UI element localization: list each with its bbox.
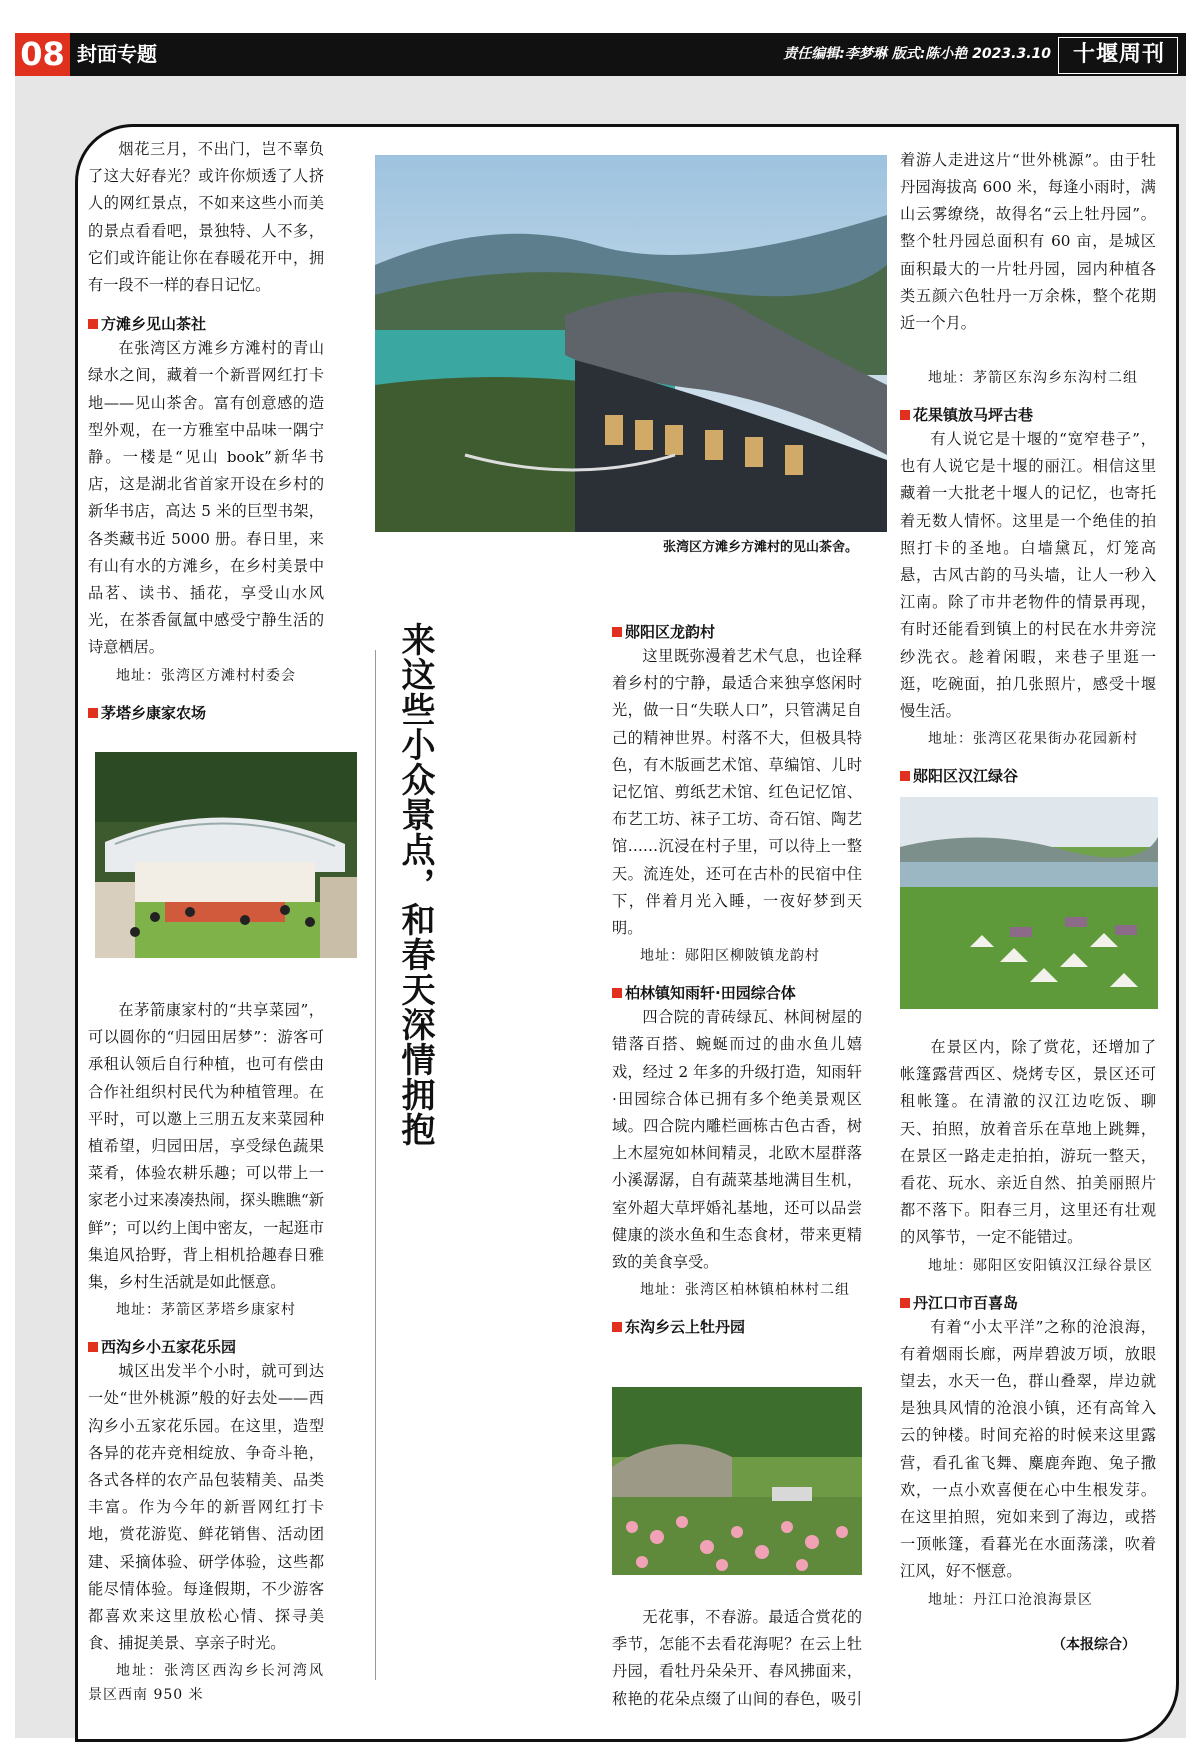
bullet-square-icon xyxy=(612,1322,622,1332)
intro-paragraph: 烟花三月，不出门，岂不辜负了这大好春光？或许你烦透了人挤人的网红景点，不如来这些小而美的景点看看吧，景独特、人不多，它们或许能让你在春暖花开中，拥有一段不一样的春日记忆。 xyxy=(88,140,324,295)
green-valley-photo xyxy=(900,797,1158,1009)
article-address: 地址：郧阳区柳陂镇龙韵村 xyxy=(640,948,820,965)
article-title: 柏林镇知雨轩·田园综合体 xyxy=(612,982,862,1004)
bullet-square-icon xyxy=(88,1342,98,1352)
article-title: 方滩乡见山茶社 xyxy=(88,313,324,335)
bullet-square-icon xyxy=(612,627,622,637)
article-address: 地址：张湾区柏林镇柏林村二组 xyxy=(640,1282,850,1299)
article-body: 无花事，不春游。最适合赏花的季节，怎能不去看花海呢？在云上牡丹园，看牡丹朵朵开、春风拂面来，秾艳的花朵点缀了山间的春色，吸引 xyxy=(612,1608,862,1708)
article-address: 地址：郧阳区安阳镇汉江绿谷景区 xyxy=(928,1257,1153,1274)
column-1-lower xyxy=(88,997,324,1707)
article-body: 四合院的青砖绿瓦、林间树屋的错落百搭、蜿蜒而过的曲水鱼儿嬉戏，经过 2 年多的升级打造，知雨轩·田园综合体已拥有多个绝美景观区域。四合院内雕栏画栋古色古香，树上木屋宛如林间精灵，北欧木屋群落小溪潺潺，自有蔬菜基地满目生机，室外超大草坪婚礼基地，还可以品尝健康的淡水鱼和生态食材，带来更精致的美食享受。 xyxy=(612,1008,862,1272)
brand-logo: 十堰周刊 xyxy=(1072,41,1165,67)
column-3 xyxy=(900,148,1156,787)
article-address: 地址：丹江口沧浪海景区 xyxy=(928,1591,1093,1608)
bullet-square-icon xyxy=(612,988,622,998)
source-note: （本报综合） xyxy=(1052,1636,1136,1653)
article-title: 西沟乡小五家花乐园 xyxy=(88,1336,324,1358)
article-body: 在茅箭康家村的“共享菜园”，可以圆你的“归园田居梦”：游客可承租认领后自行种植，也可有偿由合作社组织村民代为种植管理。在平时，可以邀上三朋五友来菜园种植希望，归园田居，享受绿色蔬果菜肴，体验农耕乐趣；可以带上一家老小过来凑凑热闹，探头瞧瞧“新鲜”；可以约上闺中密友，一起逛市集追风拾野，背上相机拾趣春日雅集，乡村生活就是如此惬意。 xyxy=(88,1001,324,1292)
article-title: 茅塔乡康家农场 xyxy=(88,702,324,724)
editor-credits: 责任编辑:李梦琳 版式:陈小艳 2023.3.10 xyxy=(783,46,1051,62)
page-header xyxy=(15,33,1186,76)
continued-text: 着游人走进这片“世外桃源”。由于牡丹园海拔高 600 米，每逢小雨时，满山云雾缭绕，故得名“云上牡丹园”。整个牡丹园总面积有 60 亩，是城区面积最大的一片牡丹园，园内种植各类五颜六色牡丹一万余株，整个花期近一个月。 xyxy=(900,150,1156,333)
bullet-square-icon xyxy=(900,410,910,420)
page-number: 08 xyxy=(15,33,70,76)
article-title: 丹江口市百喜岛 xyxy=(900,1292,1156,1314)
photo-caption: 张湾区方滩乡方滩村的见山茶舍。 xyxy=(663,540,859,555)
article-title: 东沟乡云上牡丹园 xyxy=(612,1316,862,1338)
bullet-square-icon xyxy=(900,771,910,781)
article-body: 城区出发半个小时，就可到达一处“世外桃源”般的好去处——西沟乡小五家花乐园。在这里，造型各异的花卉竞相绽放、争奇斗艳，各式各样的农产品包装精美、品类丰富。作为今年的新晋网红打卡地，赏花游览、鲜花销售、活动团建、采摘体验、研学体验，这些都能尽情体验。每逢假期，不少游客都喜欢来这里放松心情、探寻美食、捕捉美景、享亲子时光。 xyxy=(88,1362,324,1653)
bullet-square-icon xyxy=(88,708,98,718)
column-divider xyxy=(375,650,376,1680)
article-body: 在景区内，除了赏花，还增加了帐篷露营西区、烧烤专区，景区还可租帐篷。在清澈的汉江边吃饭、聊天、拍照，放着音乐在草地上跳舞，在景区一路走走拍拍，游玩一整天，看花、玩水、亲近自然、拍美丽照片都不落下。阳春三月，这里还有壮观的风筝节，一定不能错过。 xyxy=(900,1038,1156,1247)
article-body: 有人说它是十堰的“宽窄巷子”，也有人说它是十堰的丽江。相信这里藏着一大批老十堰人的记忆，也寄托着无数人情怀。这里是一个绝佳的拍照打卡的圣地。白墙黛瓦，灯笼高悬，古风古韵的马头墙，让人一秒入江南。除了市井老物件的情景再现，有时还能看到镇上的村民在水井旁浣纱洗衣。趁着闲暇，来巷子里逛一逛，吃碗面，拍几张照片，感受十堰慢生活。 xyxy=(900,430,1156,721)
article-title: 花果镇放马坪古巷 xyxy=(900,404,1156,426)
peony-garden-photo xyxy=(612,1387,862,1575)
article-title: 郧阳区汉江绿谷 xyxy=(900,765,1156,787)
article-body: 这里既弥漫着艺术气息，也诠释着乡村的宁静，最适合来独享悠闲时光，做一日“失联人口”，只管满足自己的精神世界。村落不大，但极具特色，有木版画艺术馆、草编馆、儿时记忆馆、剪纸艺术馆、红色记忆馆、布艺工坊、袜子工坊、奇石馆、陶艺馆……沉浸在村子里，可以待上一整天。流连处，还可在古朴的民宿中住下，伴着月光入睡，一夜好梦到天明。 xyxy=(612,647,862,938)
article-address: 地址：茅箭区东沟乡东沟村二组 xyxy=(928,370,1138,386)
column-2-lower xyxy=(612,1604,862,1712)
article-address: 地址：茅箭区茅塔乡康家村 xyxy=(116,1302,296,1319)
article-title: 郧阳区龙韵村 xyxy=(612,621,862,643)
bullet-square-icon xyxy=(88,319,98,329)
article-body: 在张湾区方滩乡方滩村的青山绿水之间，藏着一个新晋网红打卡地——见山茶舍。富有创意感的造型外观，在一方雅室中品味一隅宁静。一楼是“见山 book”新华书店，这是湖北省首家开设在乡村的新华书店，高达 5 米的巨型书架，各类藏书近 5000 册。春日里，来有山有水的方滩乡，在乡村美景中品茗、读书、插花，享受山水风光，在茶香氤氲中感受宁静生活的诗意栖居。 xyxy=(88,339,324,657)
article-address: 地址：张湾区花果街办花园新村 xyxy=(928,731,1138,748)
article-body: 有着“小太平洋”之称的沧浪海，有着烟雨长廊，两岸碧波万顷，放眼望去，水天一色，群山叠翠，岸边就是独具风情的沧浪小镇，还有高耸入云的钟楼。时间充裕的时候来这里露营，看孔雀飞舞、麋鹿奔跑、兔子撒欢，一点小欢喜便在心中生根发芽。在这里拍照，宛如来到了海边，或搭一顶帐篷，看暮光在水面荡漾，吹着江风，好不惬意。 xyxy=(900,1317,1156,1581)
column-3-lower xyxy=(900,1034,1156,1659)
column-1 xyxy=(88,136,324,724)
feature-title: 来这些小众景点，和春天深情拥抱 xyxy=(395,622,435,1147)
section-title: 封面专题 xyxy=(77,42,157,66)
farm-photo xyxy=(95,752,357,958)
article-address: 地址：张湾区西沟乡长河湾风景区西南 950 米 xyxy=(88,1663,324,1704)
article-address: 地址：张湾区方滩村村委会 xyxy=(116,667,296,684)
teahouse-photo xyxy=(375,155,887,532)
bullet-square-icon xyxy=(900,1298,910,1308)
column-2 xyxy=(612,621,862,1338)
